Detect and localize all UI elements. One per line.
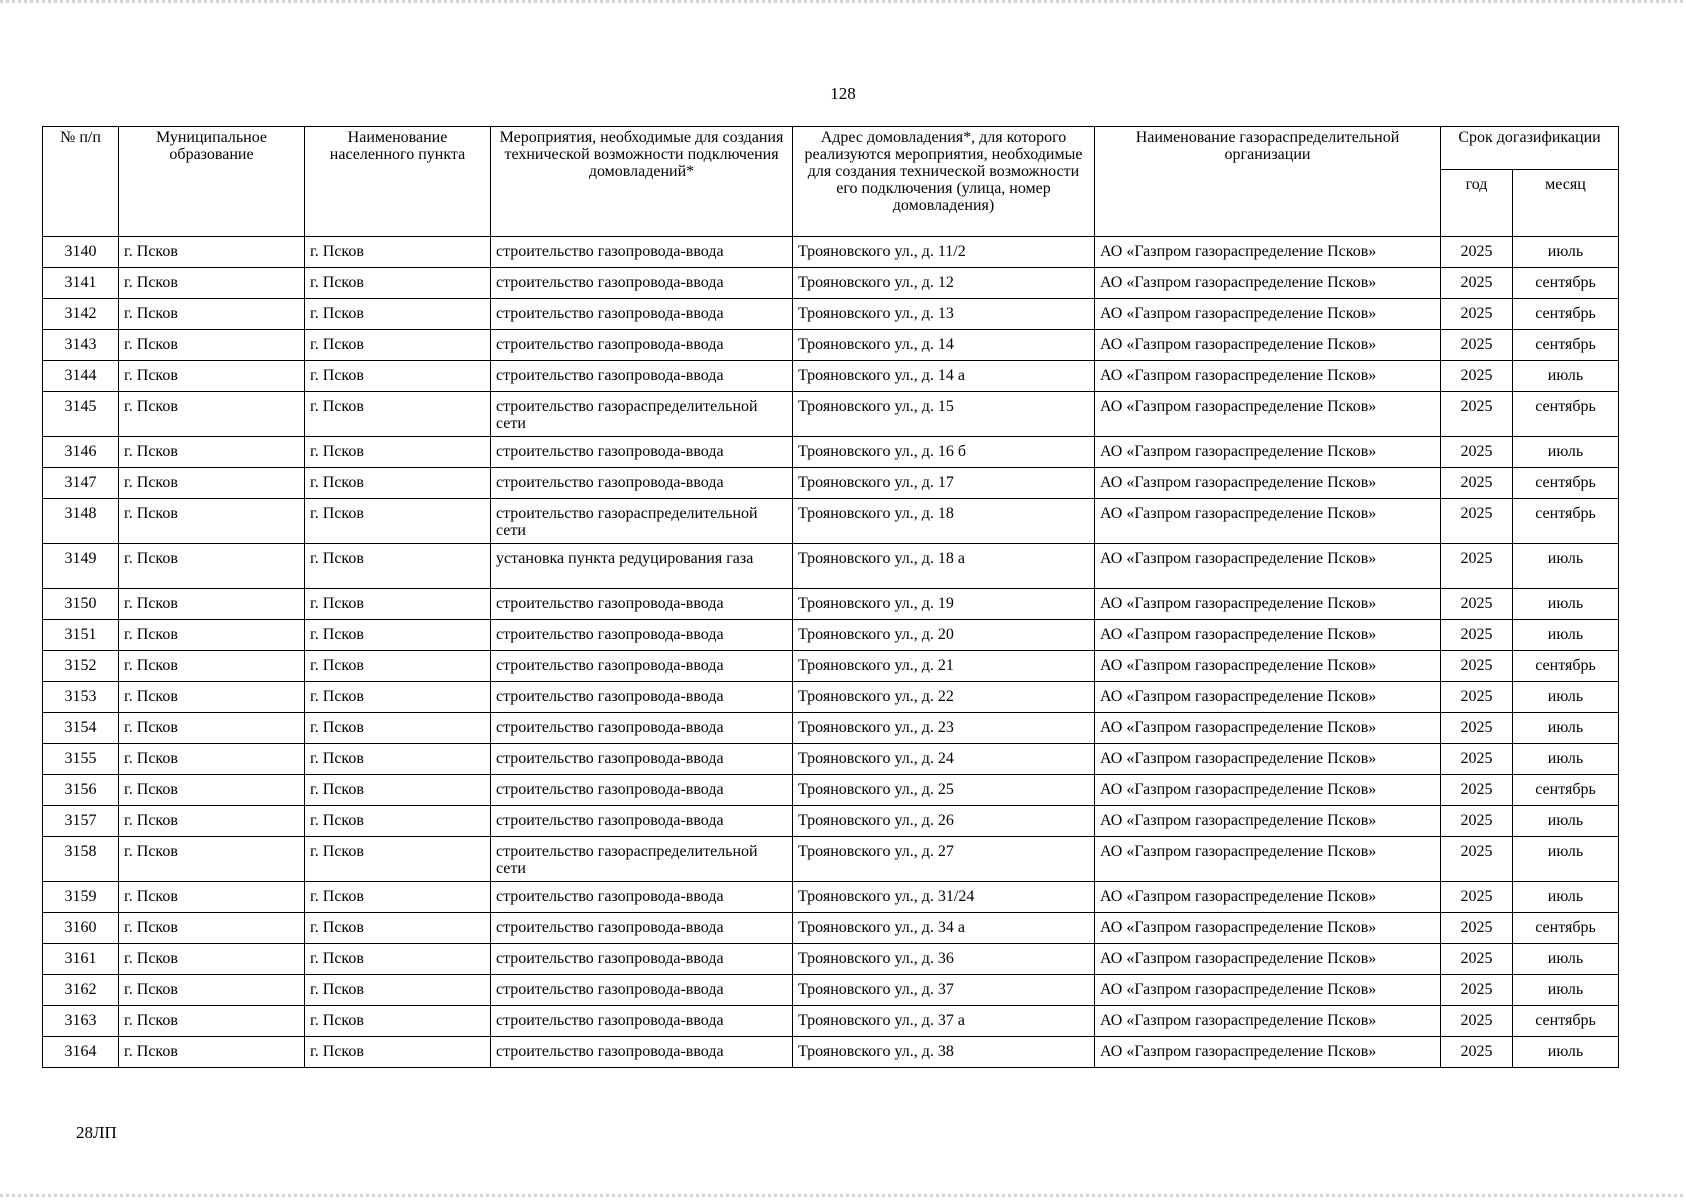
- settlement-cell: г. Псков: [305, 775, 491, 806]
- measure-cell: строительство газопровода-ввода: [491, 268, 793, 299]
- year-cell: 2025: [1441, 620, 1513, 651]
- row-number: 3150: [43, 589, 119, 620]
- measure-cell: строительство газопровода-ввода: [491, 620, 793, 651]
- month-cell: июль: [1513, 837, 1619, 882]
- table-row: [43, 944, 1619, 975]
- row-number: 3141: [43, 268, 119, 299]
- address-cell: Трояновского ул., д. 23: [793, 713, 1095, 744]
- measure-cell: установка пункта редуцирования газа: [491, 544, 793, 589]
- organization-cell: АО «Газпром газораспределение Псков»: [1095, 913, 1441, 944]
- organization-cell: АО «Газпром газораспределение Псков»: [1095, 882, 1441, 913]
- measure-cell: строительство газопровода-ввода: [491, 1037, 793, 1068]
- settlement-cell: г. Псков: [305, 299, 491, 330]
- municipality-cell: г. Псков: [119, 651, 305, 682]
- year-cell: 2025: [1441, 806, 1513, 837]
- month-cell: сентябрь: [1513, 651, 1619, 682]
- municipality-cell: г. Псков: [119, 1006, 305, 1037]
- table-row: [43, 744, 1619, 775]
- header-year: год: [1441, 170, 1513, 237]
- address-cell: Трояновского ул., д. 20: [793, 620, 1095, 651]
- settlement-cell: г. Псков: [305, 589, 491, 620]
- address-cell: Трояновского ул., д. 16 б: [793, 437, 1095, 468]
- measure-cell: строительство газопровода-ввода: [491, 1006, 793, 1037]
- row-number: 3153: [43, 682, 119, 713]
- municipality-cell: г. Псков: [119, 237, 305, 268]
- row-number: 3159: [43, 882, 119, 913]
- table-row: [43, 589, 1619, 620]
- row-number: 3164: [43, 1037, 119, 1068]
- table-row: [43, 975, 1619, 1006]
- municipality-cell: г. Псков: [119, 713, 305, 744]
- municipality-cell: г. Псков: [119, 392, 305, 437]
- measure-cell: строительство газопровода-ввода: [491, 713, 793, 744]
- settlement-cell: г. Псков: [305, 361, 491, 392]
- measure-cell: строительство газопровода-ввода: [491, 975, 793, 1006]
- row-number: 3160: [43, 913, 119, 944]
- month-cell: июль: [1513, 544, 1619, 589]
- measure-cell: строительство газопровода-ввода: [491, 744, 793, 775]
- address-cell: Трояновского ул., д. 15: [793, 392, 1095, 437]
- header-no: № п/п: [43, 127, 119, 237]
- settlement-cell: г. Псков: [305, 499, 491, 544]
- row-number: 3163: [43, 1006, 119, 1037]
- row-number: 3161: [43, 944, 119, 975]
- year-cell: 2025: [1441, 361, 1513, 392]
- municipality-cell: г. Псков: [119, 330, 305, 361]
- organization-cell: АО «Газпром газораспределение Псков»: [1095, 837, 1441, 882]
- address-cell: Трояновского ул., д. 38: [793, 1037, 1095, 1068]
- month-cell: июль: [1513, 589, 1619, 620]
- address-cell: Трояновского ул., д. 36: [793, 944, 1095, 975]
- month-cell: июль: [1513, 944, 1619, 975]
- municipality-cell: г. Псков: [119, 437, 305, 468]
- header-month: месяц: [1513, 170, 1619, 237]
- month-cell: июль: [1513, 975, 1619, 1006]
- row-number: 3146: [43, 437, 119, 468]
- measure-cell: строительство газопровода-ввода: [491, 944, 793, 975]
- settlement-cell: г. Псков: [305, 237, 491, 268]
- organization-cell: АО «Газпром газораспределение Псков»: [1095, 944, 1441, 975]
- measure-cell: строительство газопровода-ввода: [491, 361, 793, 392]
- table-row: [43, 620, 1619, 651]
- year-cell: 2025: [1441, 913, 1513, 944]
- settlement-cell: г. Псков: [305, 713, 491, 744]
- table-row: [43, 499, 1619, 544]
- table-row: [43, 1006, 1619, 1037]
- row-number: 3158: [43, 837, 119, 882]
- municipality-cell: г. Псков: [119, 468, 305, 499]
- month-cell: сентябрь: [1513, 468, 1619, 499]
- row-number: 3143: [43, 330, 119, 361]
- year-cell: 2025: [1441, 682, 1513, 713]
- address-cell: Трояновского ул., д. 22: [793, 682, 1095, 713]
- year-cell: 2025: [1441, 468, 1513, 499]
- month-cell: июль: [1513, 237, 1619, 268]
- organization-cell: АО «Газпром газораспределение Псков»: [1095, 330, 1441, 361]
- row-number: 3145: [43, 392, 119, 437]
- settlement-cell: г. Псков: [305, 744, 491, 775]
- organization-cell: АО «Газпром газораспределение Псков»: [1095, 775, 1441, 806]
- year-cell: 2025: [1441, 744, 1513, 775]
- measure-cell: строительство газопровода-ввода: [491, 806, 793, 837]
- settlement-cell: г. Псков: [305, 913, 491, 944]
- row-number: 3147: [43, 468, 119, 499]
- address-cell: Трояновского ул., д. 37 а: [793, 1006, 1095, 1037]
- table-row: [43, 544, 1619, 589]
- address-cell: Трояновского ул., д. 34 а: [793, 913, 1095, 944]
- row-number: 3157: [43, 806, 119, 837]
- settlement-cell: г. Псков: [305, 1006, 491, 1037]
- year-cell: 2025: [1441, 837, 1513, 882]
- row-number: 3151: [43, 620, 119, 651]
- page-number: 128: [830, 84, 856, 103]
- measure-cell: строительство газопровода-ввода: [491, 651, 793, 682]
- organization-cell: АО «Газпром газораспределение Псков»: [1095, 499, 1441, 544]
- organization-cell: АО «Газпром газораспределение Псков»: [1095, 468, 1441, 499]
- year-cell: 2025: [1441, 944, 1513, 975]
- address-cell: Трояновского ул., д. 26: [793, 806, 1095, 837]
- settlement-cell: г. Псков: [305, 682, 491, 713]
- organization-cell: АО «Газпром газораспределение Псков»: [1095, 651, 1441, 682]
- row-number: 3154: [43, 713, 119, 744]
- settlement-cell: г. Псков: [305, 651, 491, 682]
- organization-cell: АО «Газпром газораспределение Псков»: [1095, 682, 1441, 713]
- month-cell: сентябрь: [1513, 392, 1619, 437]
- month-cell: сентябрь: [1513, 1006, 1619, 1037]
- organization-cell: АО «Газпром газораспределение Псков»: [1095, 437, 1441, 468]
- organization-cell: АО «Газпром газораспределение Псков»: [1095, 589, 1441, 620]
- month-cell: июль: [1513, 806, 1619, 837]
- scan-edge-bottom: [0, 1194, 1686, 1197]
- address-cell: Трояновского ул., д. 21: [793, 651, 1095, 682]
- row-number: 3152: [43, 651, 119, 682]
- row-number: 3142: [43, 299, 119, 330]
- document-code: 28ЛП: [76, 1123, 117, 1142]
- table-row: [43, 775, 1619, 806]
- organization-cell: АО «Газпром газораспределение Псков»: [1095, 299, 1441, 330]
- municipality-cell: г. Псков: [119, 589, 305, 620]
- header-settlement: Наименование населенного пункта: [305, 127, 491, 237]
- month-cell: июль: [1513, 713, 1619, 744]
- header-municipality: Муниципальное образование: [119, 127, 305, 237]
- table-body: [43, 237, 1619, 1068]
- organization-cell: АО «Газпром газораспределение Псков»: [1095, 1006, 1441, 1037]
- month-cell: сентябрь: [1513, 499, 1619, 544]
- organization-cell: АО «Газпром газораспределение Псков»: [1095, 392, 1441, 437]
- organization-cell: АО «Газпром газораспределение Псков»: [1095, 806, 1441, 837]
- municipality-cell: г. Псков: [119, 620, 305, 651]
- settlement-cell: г. Псков: [305, 330, 491, 361]
- organization-cell: АО «Газпром газораспределение Псков»: [1095, 744, 1441, 775]
- table-row: [43, 806, 1619, 837]
- organization-cell: АО «Газпром газораспределение Псков»: [1095, 268, 1441, 299]
- settlement-cell: г. Псков: [305, 468, 491, 499]
- month-cell: июль: [1513, 744, 1619, 775]
- row-number: 3140: [43, 237, 119, 268]
- year-cell: 2025: [1441, 544, 1513, 589]
- table-row: [43, 882, 1619, 913]
- table-row: [43, 237, 1619, 268]
- address-cell: Трояновского ул., д. 19: [793, 589, 1095, 620]
- table-row: [43, 837, 1619, 882]
- address-cell: Трояновского ул., д. 12: [793, 268, 1095, 299]
- municipality-cell: г. Псков: [119, 299, 305, 330]
- month-cell: сентябрь: [1513, 775, 1619, 806]
- month-cell: июль: [1513, 620, 1619, 651]
- municipality-cell: г. Псков: [119, 744, 305, 775]
- month-cell: июль: [1513, 882, 1619, 913]
- settlement-cell: г. Псков: [305, 975, 491, 1006]
- address-cell: Трояновского ул., д. 14 а: [793, 361, 1095, 392]
- year-cell: 2025: [1441, 882, 1513, 913]
- measure-cell: строительство газораспределительной сети: [491, 392, 793, 437]
- settlement-cell: г. Псков: [305, 806, 491, 837]
- header-organization: Наименование газораспределительной организации: [1095, 127, 1441, 237]
- year-cell: 2025: [1441, 589, 1513, 620]
- table-row: [43, 651, 1619, 682]
- address-cell: Трояновского ул., д. 27: [793, 837, 1095, 882]
- row-number: 3149: [43, 544, 119, 589]
- organization-cell: АО «Газпром газораспределение Псков»: [1095, 361, 1441, 392]
- settlement-cell: г. Псков: [305, 268, 491, 299]
- measure-cell: строительство газопровода-ввода: [491, 468, 793, 499]
- header-deadline: Срок догазификации: [1441, 127, 1619, 170]
- measure-cell: строительство газопровода-ввода: [491, 775, 793, 806]
- table-row: [43, 682, 1619, 713]
- municipality-cell: г. Псков: [119, 499, 305, 544]
- month-cell: июль: [1513, 437, 1619, 468]
- table-row: [43, 468, 1619, 499]
- organization-cell: АО «Газпром газораспределение Псков»: [1095, 620, 1441, 651]
- measure-cell: строительство газопровода-ввода: [491, 682, 793, 713]
- address-cell: Трояновского ул., д. 14: [793, 330, 1095, 361]
- address-cell: Трояновского ул., д. 18 а: [793, 544, 1095, 589]
- month-cell: сентябрь: [1513, 913, 1619, 944]
- measure-cell: строительство газопровода-ввода: [491, 913, 793, 944]
- address-cell: Трояновского ул., д. 31/24: [793, 882, 1095, 913]
- table-row: [43, 268, 1619, 299]
- table-row: [43, 299, 1619, 330]
- year-cell: 2025: [1441, 499, 1513, 544]
- row-number: 3162: [43, 975, 119, 1006]
- municipality-cell: г. Псков: [119, 975, 305, 1006]
- gasification-table: [42, 126, 1619, 1068]
- year-cell: 2025: [1441, 975, 1513, 1006]
- measure-cell: строительство газопровода-ввода: [491, 589, 793, 620]
- settlement-cell: г. Псков: [305, 620, 491, 651]
- month-cell: сентябрь: [1513, 330, 1619, 361]
- year-cell: 2025: [1441, 1037, 1513, 1068]
- municipality-cell: г. Псков: [119, 806, 305, 837]
- address-cell: Трояновского ул., д. 37: [793, 975, 1095, 1006]
- measure-cell: строительство газопровода-ввода: [491, 237, 793, 268]
- year-cell: 2025: [1441, 1006, 1513, 1037]
- year-cell: 2025: [1441, 299, 1513, 330]
- municipality-cell: г. Псков: [119, 913, 305, 944]
- measure-cell: строительство газопровода-ввода: [491, 882, 793, 913]
- settlement-cell: г. Псков: [305, 1037, 491, 1068]
- year-cell: 2025: [1441, 330, 1513, 361]
- settlement-cell: г. Псков: [305, 944, 491, 975]
- municipality-cell: г. Псков: [119, 775, 305, 806]
- municipality-cell: г. Псков: [119, 544, 305, 589]
- municipality-cell: г. Псков: [119, 361, 305, 392]
- table-header: [43, 127, 1619, 237]
- month-cell: июль: [1513, 1037, 1619, 1068]
- municipality-cell: г. Псков: [119, 1037, 305, 1068]
- measure-cell: строительство газораспределительной сети: [491, 499, 793, 544]
- header-address: Адрес домовладения*, для которого реализуются мероприятия, необходимые для создания технической возможности его подключения (улица, номер домовладения): [793, 127, 1095, 237]
- settlement-cell: г. Псков: [305, 544, 491, 589]
- table-row: [43, 330, 1619, 361]
- measure-cell: строительство газопровода-ввода: [491, 437, 793, 468]
- month-cell: июль: [1513, 361, 1619, 392]
- address-cell: Трояновского ул., д. 17: [793, 468, 1095, 499]
- table-row: [43, 713, 1619, 744]
- row-number: 3156: [43, 775, 119, 806]
- address-cell: Трояновского ул., д. 13: [793, 299, 1095, 330]
- month-cell: сентябрь: [1513, 299, 1619, 330]
- organization-cell: АО «Газпром газораспределение Псков»: [1095, 544, 1441, 589]
- year-cell: 2025: [1441, 651, 1513, 682]
- year-cell: 2025: [1441, 713, 1513, 744]
- row-number: 3148: [43, 499, 119, 544]
- municipality-cell: г. Псков: [119, 944, 305, 975]
- year-cell: 2025: [1441, 268, 1513, 299]
- address-cell: Трояновского ул., д. 24: [793, 744, 1095, 775]
- settlement-cell: г. Псков: [305, 392, 491, 437]
- measure-cell: строительство газопровода-ввода: [491, 299, 793, 330]
- scan-edge-top: [0, 0, 1686, 3]
- month-cell: июль: [1513, 682, 1619, 713]
- measure-cell: строительство газопровода-ввода: [491, 330, 793, 361]
- organization-cell: АО «Газпром газораспределение Псков»: [1095, 237, 1441, 268]
- municipality-cell: г. Псков: [119, 837, 305, 882]
- table-row: [43, 1037, 1619, 1068]
- table-row: [43, 392, 1619, 437]
- year-cell: 2025: [1441, 775, 1513, 806]
- year-cell: 2025: [1441, 437, 1513, 468]
- measure-cell: строительство газораспределительной сети: [491, 837, 793, 882]
- header-measures: Мероприятия, необходимые для создания технической возможности подключения домовладений*: [491, 127, 793, 237]
- row-number: 3144: [43, 361, 119, 392]
- table-row: [43, 437, 1619, 468]
- address-cell: Трояновского ул., д. 25: [793, 775, 1095, 806]
- organization-cell: АО «Газпром газораспределение Псков»: [1095, 1037, 1441, 1068]
- settlement-cell: г. Псков: [305, 837, 491, 882]
- municipality-cell: г. Псков: [119, 268, 305, 299]
- row-number: 3155: [43, 744, 119, 775]
- settlement-cell: г. Псков: [305, 437, 491, 468]
- municipality-cell: г. Псков: [119, 882, 305, 913]
- table-row: [43, 361, 1619, 392]
- address-cell: Трояновского ул., д. 11/2: [793, 237, 1095, 268]
- address-cell: Трояновского ул., д. 18: [793, 499, 1095, 544]
- organization-cell: АО «Газпром газораспределение Псков»: [1095, 975, 1441, 1006]
- year-cell: 2025: [1441, 392, 1513, 437]
- table-row: [43, 913, 1619, 944]
- organization-cell: АО «Газпром газораспределение Псков»: [1095, 713, 1441, 744]
- settlement-cell: г. Псков: [305, 882, 491, 913]
- municipality-cell: г. Псков: [119, 682, 305, 713]
- month-cell: сентябрь: [1513, 268, 1619, 299]
- year-cell: 2025: [1441, 237, 1513, 268]
